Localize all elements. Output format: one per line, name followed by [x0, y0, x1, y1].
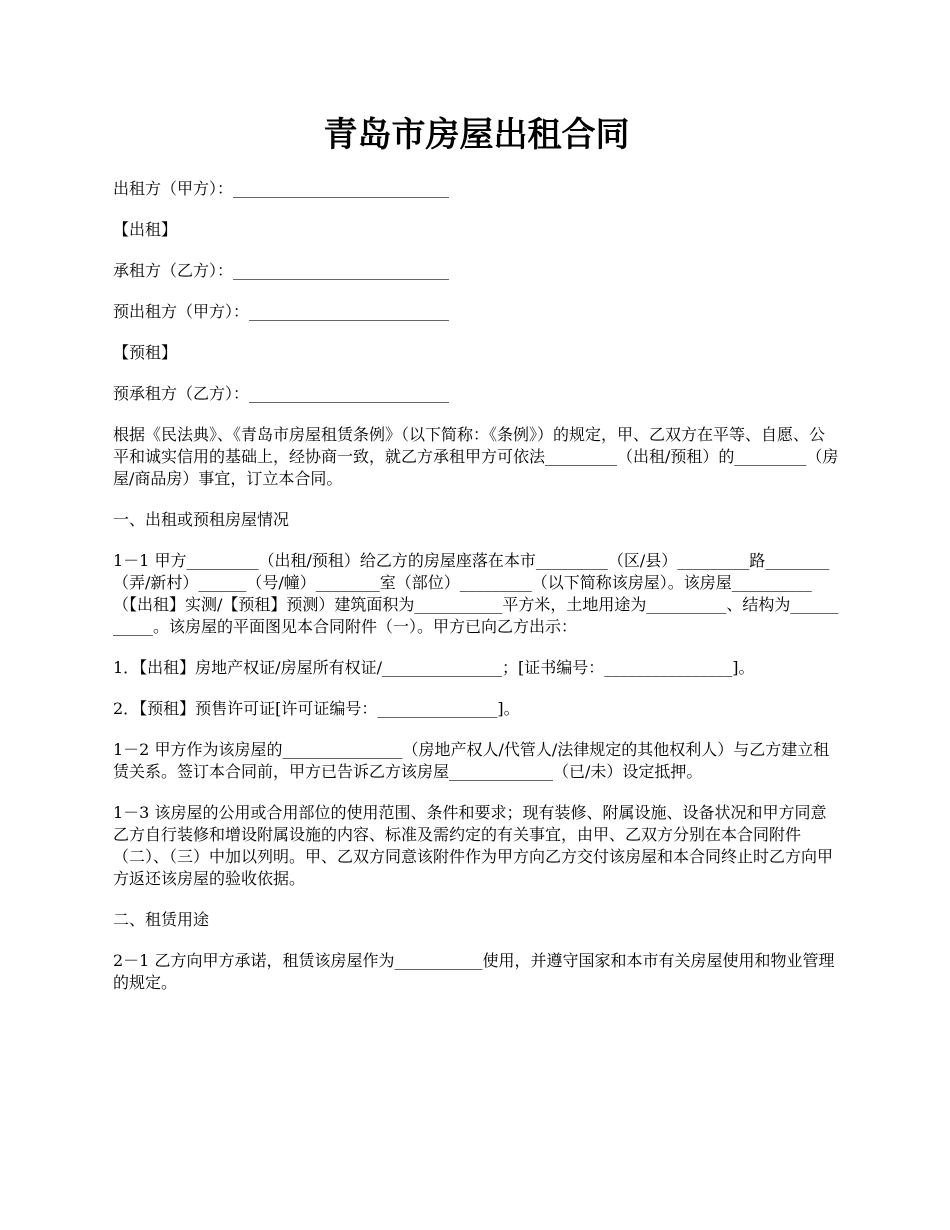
lease-section-label: 【出租】 [113, 220, 178, 239]
document-title: 青岛市房屋出租合同 [323, 115, 630, 155]
prelease-section-label: 【预租】 [113, 343, 178, 362]
section-1-heading: 一、出租或预租房屋情况 [113, 510, 290, 529]
clause-1-3: 1－3 该房屋的公用或合用部位的使用范围、条件和要求；现有装修、附属设施、设备状况和甲方同意乙方自行装修和增设附属设施的内容、标准及需约定的有关事宜，由甲、乙双方分别在本合同附件（二）、（三）中加以列明。甲、乙双方同意该附件作为甲方向乙方交付该房屋和本合同终止时乙方向甲方返还该房屋的验收依据。 [113, 803, 834, 888]
clause-1-1-item-2: 2．【预租】预售许可证[许可证编号：_______________]。 [113, 699, 520, 718]
preamble-paragraph: 根据《民法典》、《青岛市房屋租赁条例》（以下简称：《条例》）的规定，甲、乙双方在平等、自愿、公平和诚实信用的基础上，经协商一致，就乙方承租甲方可依法_________（出租/预租）的_________（房屋/商品房）事宜，订立本合同。 [113, 425, 839, 488]
clause-1-1: 1－1 甲方_________（出租/预租）给乙方的房屋座落在本市_________（区/县）_________路________（弄/新村）______（号/幢）________室（部位）_________（以下简称该房屋）。该房屋__________（【出租】实测/【预租】预测）建筑面积为___________平方米，土地用途为__________、结构为___________。该房屋的平面图见本合同附件（一）。甲方已向乙方出示： [113, 551, 839, 636]
clause-2-1: 2－1 乙方向甲方承诺，租赁该房屋作为___________使用，并遵守国家和本市有关房屋使用和物业管理的规定。 [113, 951, 835, 992]
section-2-heading: 二、租赁用途 [113, 910, 210, 929]
clause-1-1-item-1: 1．【出租】房地产权证/房屋所有权证/_______________；[证书编号：________________]。 [113, 658, 755, 677]
pre-lessee-line: 预承租方（乙方）：_________________________ [113, 384, 450, 403]
pre-lessor-line: 预出租方（甲方）：_________________________ [113, 302, 450, 321]
lessor-line: 出租方（甲方）：___________________________ [113, 179, 450, 198]
lessee-line: 承租方（乙方）：___________________________ [113, 261, 450, 280]
clause-1-2: 1－2 甲方作为该房屋的_______________（房地产权人/代管人/法律规定的其他权利人）与乙方建立租赁关系。签订本合同前，甲方已告诉乙方该房屋_____________（已/未）设定抵押。 [113, 740, 830, 781]
contract-page [113, 0, 840, 994]
